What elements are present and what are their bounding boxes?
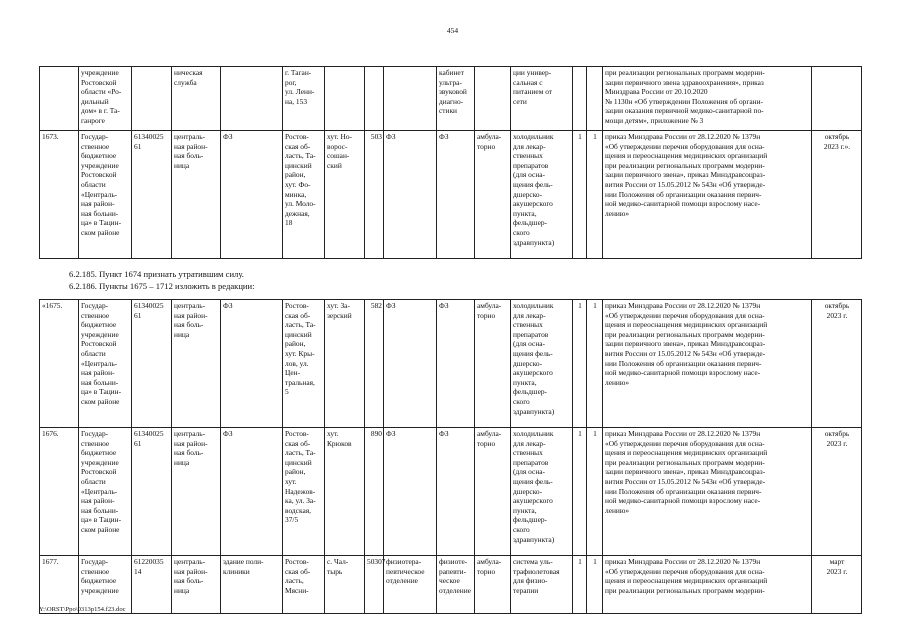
- table-cell: кабинет ультра- звуковой диагно- стики: [437, 67, 475, 131]
- table-cell: 1673.: [40, 131, 79, 259]
- table-cell: централь- ная район- ная боль- ница: [172, 300, 221, 428]
- table-row: [40, 300, 862, 428]
- table-cell: [221, 67, 283, 131]
- table-row: [40, 131, 862, 259]
- table-cell: приказ Минздрава России от 28.12.2020 № 1379н «Об утверждении перечня оборудования для осна- щения и переоснащения медицинских организаций при реализации региональных программ модерни- зации первичного звена», приказ Минздравсоцраз- вития России от 15.05.2012 № 543н «Об утвержде- нии Положения об организации оказания первич- ной медико-санитарной помощи взрослому насе- лению»: [603, 428, 812, 556]
- table-cell: учреждение Ростовской области «Ро- дильный дом» в г. Та- ганроге: [79, 67, 132, 131]
- table-cell: [812, 67, 862, 131]
- table-cell: холодильник для лекар- ственных препаратов (для осна- щения фель- дшерско- акушерского пункта, фельдшер- ского здравпункта): [511, 131, 573, 259]
- table-cell: ФЗ: [384, 131, 437, 259]
- table-cell: физиоте- рапевти- ческое отделение: [437, 556, 475, 614]
- table-cell: октябрь 2023 г.».: [812, 131, 862, 259]
- table-cell: 61340025 61: [132, 428, 172, 556]
- table-cell: 1: [587, 428, 603, 556]
- table-cell: «1675.: [40, 300, 79, 428]
- table-cell: 582: [365, 300, 384, 428]
- table-cell: приказ Минздрава России от 28.12.2020 № 1379н «Об утверждении перечня оборудования для осна- щения и переоснащения медицинских организаций при реализации региональных программ модерни- зации первичного звена», приказ Минздравсоцраз- вития России от 15.05.2012 № 543н «Об утвержде- нии Положения об организации оказания первич- ной медико-санитарной помощи взрослому насе- лению»: [603, 131, 812, 259]
- table-row: [40, 67, 862, 131]
- table-cell: ФЗ: [437, 300, 475, 428]
- table-cell: амбула- торно: [475, 428, 511, 556]
- table-cell: 1: [573, 300, 587, 428]
- table-cell: ФЗ: [221, 428, 283, 556]
- table-cell: 1: [587, 131, 603, 259]
- table-cell: амбула- торно: [475, 300, 511, 428]
- table-cell: Государ- ственное бюджетное учреждение: [79, 556, 132, 614]
- paragraph-clause-185: 6.2.185. Пункт 1674 признать утратившим силу.: [69, 269, 244, 279]
- page-number: 454: [446, 26, 459, 35]
- table-cell: 890: [365, 428, 384, 556]
- table-cell: хут. Крюков: [325, 428, 365, 556]
- table-cell: Ростов- ская об- ласть, Мясни-: [283, 556, 325, 614]
- table-cell: [365, 67, 384, 131]
- table-cell: октябрь 2023 г.: [812, 428, 862, 556]
- table-cell: Государ- ственное бюджетное учреждение Ростовской области «Централь- ная район- ная больни- ца» в Тацин- ском районе: [79, 131, 132, 259]
- table-cell: 1: [573, 556, 587, 614]
- table-row: [40, 556, 862, 614]
- table-cell: 61340025 61: [132, 131, 172, 259]
- table-cell: октябрь 2023 г.: [812, 300, 862, 428]
- table-row: [40, 428, 862, 556]
- table-cell: ническая служба: [172, 67, 221, 131]
- table-cell: Ростов- ская об- ласть, Та- цинский район, хут. Фо- минка, ул. Моло- дежная, 18: [283, 131, 325, 259]
- table-cell: амбула- торно: [475, 556, 511, 614]
- table-cell: г. Таган- рог, ул. Лени- на, 153: [283, 67, 325, 131]
- table-cell: 1676.: [40, 428, 79, 556]
- table-cell: хут. Но- ворос- сошан- ский: [325, 131, 365, 259]
- table-cell: холодильник для лекар- ственных препаратов (для осна- щения фель- дшерско- акушерского пункта, фельдшер- ского здравпункта): [511, 300, 573, 428]
- table-cell: хут. За- зерский: [325, 300, 365, 428]
- table-cell: 1: [573, 131, 587, 259]
- table-cell: централь- ная район- ная боль- ница: [172, 556, 221, 614]
- table-cell: 50307: [365, 556, 384, 614]
- table-cell: приказ Минздрава России от 28.12.2020 № 1379н «Об утверждении перечня оборудования для осна- щения и переоснащения медицинских организаций при реализации региональных программ модерни-: [603, 556, 812, 614]
- table-cell: ФЗ: [437, 131, 475, 259]
- table-cell: 1: [587, 300, 603, 428]
- table-cell: физиотера- певтическое отделение: [384, 556, 437, 614]
- table-cell: Ростов- ская об- ласть, Та- цинский район, хут. Надежов- ка, ул. За- водская, 37/5: [283, 428, 325, 556]
- table-cell: Ростов- ская об- ласть, Та- цинский район, хут. Кры- лов, ул. Цен- тральная, 5: [283, 300, 325, 428]
- table-cell: Государ- ственное бюджетное учреждение Ростовской области «Централь- ная район- ная больни- ца» в Тацин- ском районе: [79, 428, 132, 556]
- table-cell: при реализации региональных программ модерни- зации первичного звена здравоохранения», приказ Минздрава России от 20.10.2020 № 1130н «Об утверждении Положения об органи- зации оказания первичной медико-санитарной по- мощи детям», приложение № 3: [603, 67, 812, 131]
- table-cell: [325, 67, 365, 131]
- table-bottom: [39, 299, 862, 614]
- table-cell: [132, 67, 172, 131]
- table-cell: [40, 67, 79, 131]
- table-cell: ФЗ: [384, 300, 437, 428]
- table-cell: [384, 67, 437, 131]
- table-cell: с. Чал- тырь: [325, 556, 365, 614]
- table-cell: 1: [587, 556, 603, 614]
- table-cell: ции универ- сальная с питанием от сети: [511, 67, 573, 131]
- table-cell: [573, 67, 587, 131]
- table-cell: Государ- ственное бюджетное учреждение Ростовской области «Централь- ная район- ная больни- ца» в Тацин- ском районе: [79, 300, 132, 428]
- table-cell: 1677.: [40, 556, 79, 614]
- table-cell: 61340025 61: [132, 300, 172, 428]
- table-cell: амбула- торно: [475, 131, 511, 259]
- table-cell: март 2023 г.: [812, 556, 862, 614]
- table-cell: [587, 67, 603, 131]
- table-cell: холодильник для лекар- ственных препаратов (для осна- щения фель- дшерско- акушерского пункта, фельдшер- ского здравпункта): [511, 428, 573, 556]
- table-cell: система уль- трафиолетовая для физио- терапии: [511, 556, 573, 614]
- table-cell: приказ Минздрава России от 28.12.2020 № 1379н «Об утверждении перечня оборудования для осна- щения и переоснащения медицинских организаций при реализации региональных программ модерни- зации первичного звена», приказ Минздравсоцраз- вития России от 15.05.2012 № 543н «Об утвержде- нии Положения об организации оказания первич- ной медико-санитарной помощи взрослому насе- лению»: [603, 300, 812, 428]
- paragraph-clause-186: 6.2.186. Пункты 1675 – 1712 изложить в редакции:: [69, 281, 255, 291]
- table-cell: 1: [573, 428, 587, 556]
- table-cell: здание поли- клиники: [221, 556, 283, 614]
- file-path-footer: Y:\ORST\Ppo\0313p154.f23.doc: [39, 606, 126, 613]
- table-cell: 503: [365, 131, 384, 259]
- table-cell: ФЗ: [384, 428, 437, 556]
- table-cell: [475, 67, 511, 131]
- table-cell: ФЗ: [221, 300, 283, 428]
- table-cell: централь- ная район- ная боль- ница: [172, 131, 221, 259]
- table-top: [39, 66, 862, 259]
- table-cell: ФЗ: [437, 428, 475, 556]
- table-cell: централь- ная район- ная боль- ница: [172, 428, 221, 556]
- table-cell: 61220035 14: [132, 556, 172, 614]
- table-cell: ФЗ: [221, 131, 283, 259]
